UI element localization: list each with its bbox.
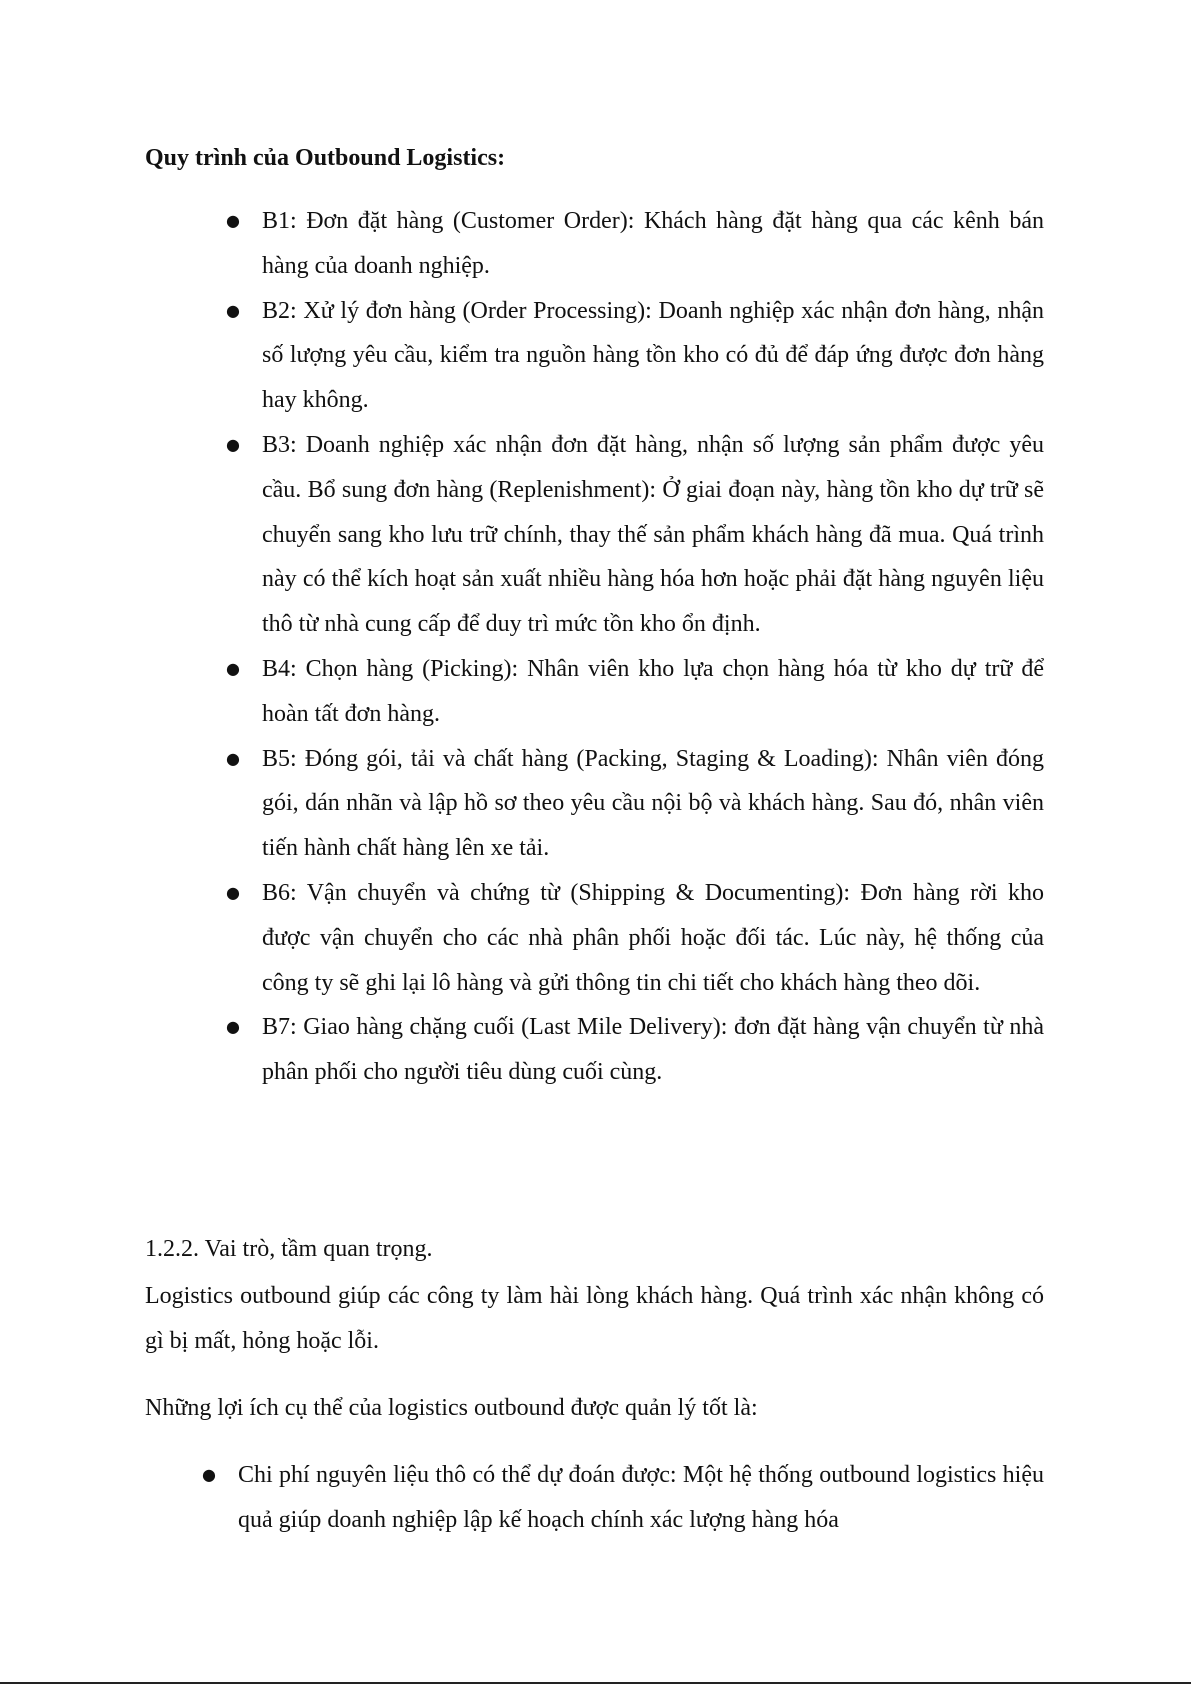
- section-title: 1.2.2. Vai trò, tầm quan trọng.: [145, 1236, 433, 1262]
- bullet-icon: ●: [226, 882, 240, 902]
- step-text: B5: Đóng gói, tải và chất hàng (Packing, Staging & Loading): Nhân viên đóng gói, dán nhãn và lập hồ sơ theo yêu cầu nội bộ và khách hàng. Sau đó, nhân viên tiến hành chất hàng lên xe tải.: [262, 745, 1044, 862]
- bullet-icon: ●: [202, 1465, 216, 1484]
- bullet-icon: ●: [226, 658, 240, 678]
- bullet-icon: ●: [226, 748, 240, 768]
- page-bottom-rule: [0, 1682, 1191, 1684]
- step-text: B2: Xử lý đơn hàng (Order Processing): Doanh nghiệp xác nhận đơn hàng, nhận số lượng yêu cầu, kiểm tra nguồn hàng tồn kho có đủ để đáp ứng được đơn hàng hay không.: [262, 297, 1044, 414]
- bullet-icon: ●: [226, 1017, 240, 1037]
- step-b1: [226, 199, 1044, 289]
- benefits-lead-in: Những lợi ích cụ thể của logistics outbound được quản lý tốt là:: [145, 1395, 758, 1421]
- step-text: B6: Vận chuyển và chứng từ (Shipping & Documenting): Đơn hàng rời kho được vận chuyển cho các nhà phân phối hoặc đối tác. Lúc này, hệ thống của công ty sẽ ghi lại lô hàng và gửi thông tin chi tiết cho khách hàng theo dõi.: [262, 879, 1044, 996]
- bullet-icon: ●: [226, 434, 240, 454]
- step-b2: [226, 289, 1044, 423]
- process-steps-list: [226, 199, 1044, 1095]
- step-text: B4: Chọn hàng (Picking): Nhân viên kho lựa chọn hàng hóa từ kho dự trữ để hoàn tất đơn hàng.: [262, 655, 1044, 727]
- step-b5: [226, 737, 1044, 871]
- bullet-icon: ●: [226, 300, 240, 320]
- step-b6: [226, 871, 1044, 1005]
- bullet-icon: ●: [226, 211, 240, 230]
- step-b3: [226, 423, 1044, 647]
- intro-paragraph: Logistics outbound giúp các công ty làm hài lòng khách hàng. Quá trình xác nhận không có gì bị mất, hỏng hoặc lỗi.: [145, 1283, 1044, 1354]
- step-b4: [226, 647, 1044, 737]
- benefit-item: [202, 1453, 1044, 1543]
- benefits-list: [202, 1453, 1044, 1543]
- step-text: B3: Doanh nghiệp xác nhận đơn đặt hàng, nhận số lượng sản phẩm được yêu cầu. Bổ sung đơn hàng (Replenishment): Ở giai đoạn này, hàng tồn kho dự trữ sẽ chuyển sang kho lưu trữ chính, thay thế sản phẩm khách hàng đã mua. Quá trình này có thể kích hoạt sản xuất nhiều hàng hóa hơn hoặc phải đặt hàng nguyên liệu thô từ nhà cung cấp để duy trì mức tồn kho ổn định.: [262, 431, 1044, 638]
- step-text: B7: Giao hàng chặng cuối (Last Mile Delivery): đơn đặt hàng vận chuyển từ nhà phân phối cho người tiêu dùng cuối cùng.: [262, 1014, 1044, 1086]
- benefit-text: Chi phí nguyên liệu thô có thể dự đoán được: Một hệ thống outbound logistics hiệu quả giúp doanh nghiệp lập kế hoạch chính xác lượng hàng hóa: [238, 1462, 1044, 1533]
- step-b7: [226, 1005, 1044, 1095]
- step-text: B1: Đơn đặt hàng (Customer Order): Khách hàng đặt hàng qua các kênh bán hàng của doanh nghiệp.: [262, 208, 1044, 279]
- process-heading: Quy trình của Outbound Logistics:: [145, 145, 506, 171]
